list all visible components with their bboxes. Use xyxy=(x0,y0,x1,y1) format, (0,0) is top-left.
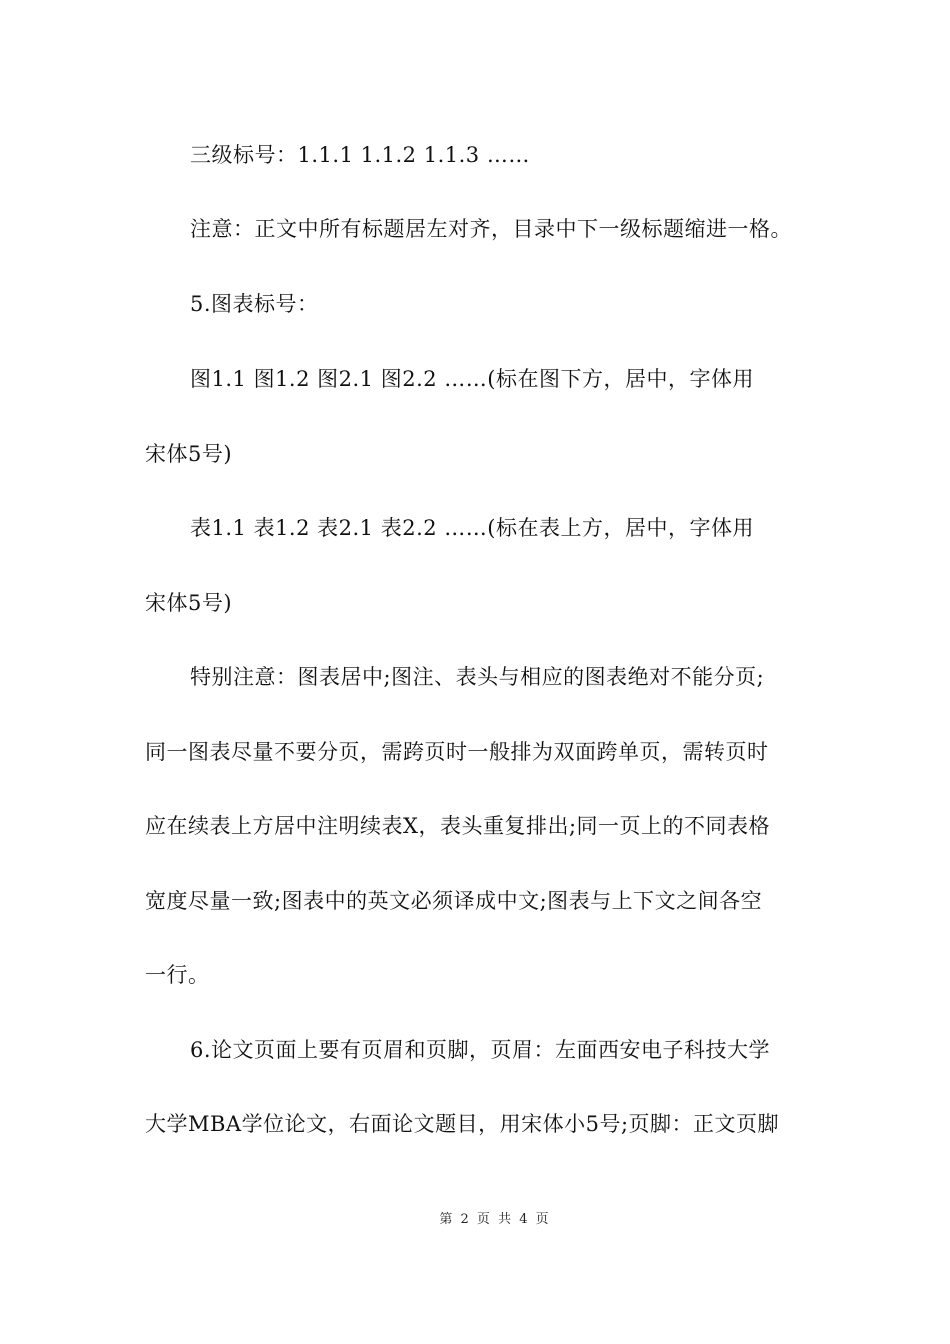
text-line: 同一图表尽量不要分页，需跨页时一般排为双面跨单页，需转页时 xyxy=(145,740,769,764)
text-line: 特别注意：图表居中;图注、表头与相应的图表绝对不能分页; xyxy=(190,665,765,689)
text-line: 三级标号：1.1.1 1.1.2 1.1.3 …… xyxy=(190,143,530,167)
text-line: 宋体5号) xyxy=(145,591,233,615)
section-heading: 5.图表标号： xyxy=(190,292,319,316)
text-line: 大学MBA学位论文，右面论文题目，用宋体小5号;页脚：正文页脚 xyxy=(145,1112,780,1136)
text-line: 一行。 xyxy=(145,963,210,987)
page-number-footer: 第 2 页 共 4 页 xyxy=(439,1212,551,1227)
text-line: 宋体5号) xyxy=(145,442,233,466)
text-line: 应在续表上方居中注明续表X，表头重复排出;同一页上的不同表格 xyxy=(145,814,771,838)
text-line: 注意：正文中所有标题居左对齐，目录中下一级标题缩进一格。 xyxy=(190,217,792,241)
text-line: 宽度尽量一致;图表中的英文必须译成中文;图表与上下文之间各空 xyxy=(145,889,763,913)
text-line: 图1.1 图1.2 图2.1 图2.2 ……(标在图下方，居中，字体用 xyxy=(190,367,754,391)
text-line: 表1.1 表1.2 表2.1 表2.2 ……(标在表上方，居中，字体用 xyxy=(190,516,754,540)
section-heading: 6.论文页面上要有页眉和页脚，页眉：左面西安电子科技大学 xyxy=(190,1038,771,1062)
